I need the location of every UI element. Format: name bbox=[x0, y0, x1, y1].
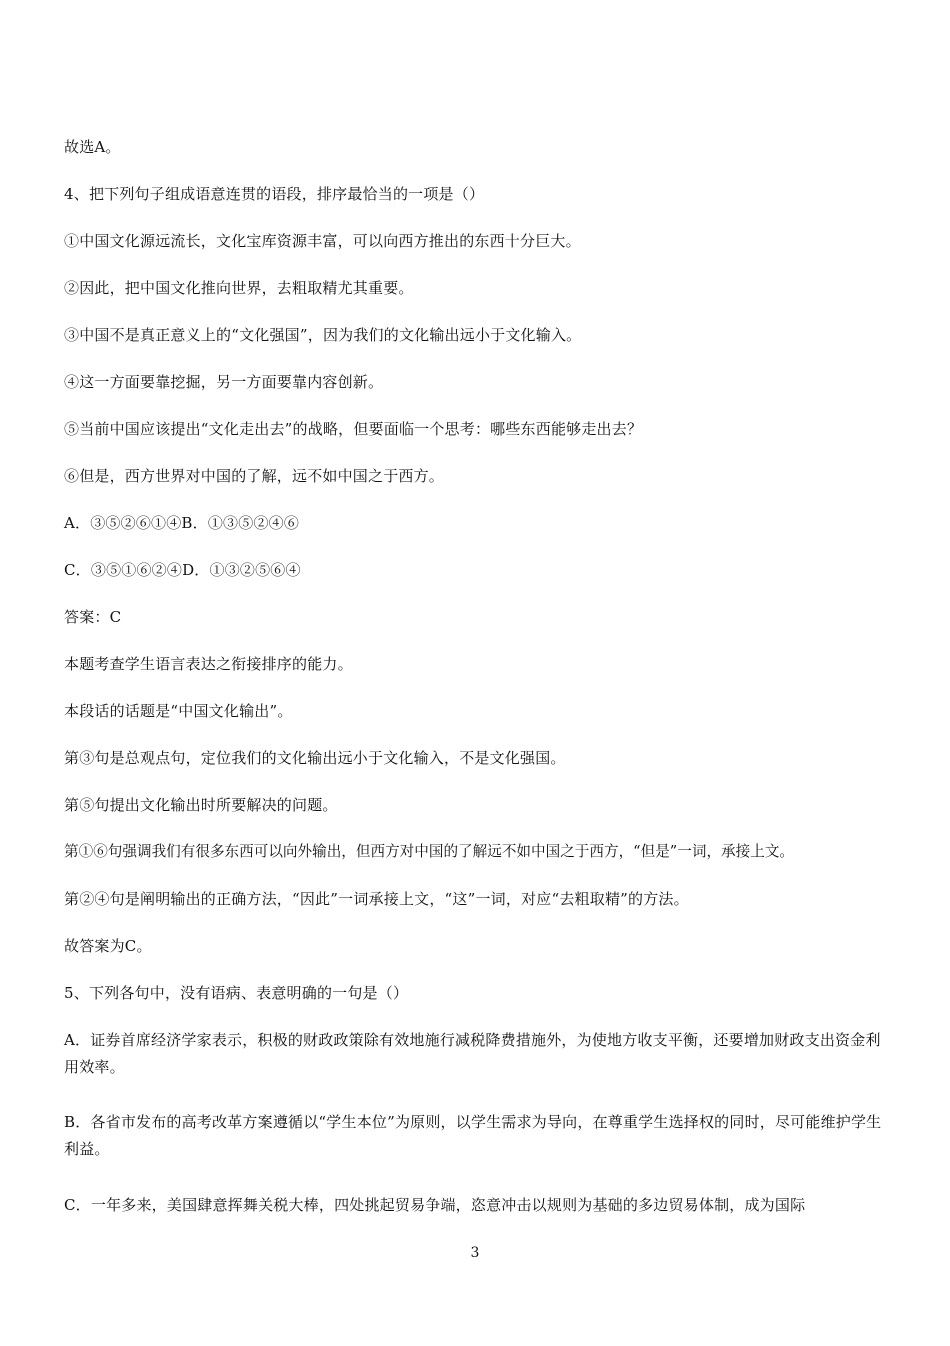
question-5-option-a: A．证券首席经济学家表示，积极的财政政策除有效地施行减税降费措施外，为使地方收支平衡，还要增加财政支出资金利用效率。 bbox=[64, 1031, 881, 1076]
final-answer-line: 故答案为C。 bbox=[64, 937, 152, 955]
explanation-line-6: 第②④句是阐明输出的正确方法，“因此”一词承接上文，“这”一词，对应“去粗取精”的方法。 bbox=[64, 890, 689, 908]
explanation-line-5: 第①⑥句强调我们有很多东西可以向外输出，但西方对中国的了解远不如中国之于西方，“但是”一词，承接上文。 bbox=[64, 843, 795, 860]
question-5-option-c: C．一年多来，美国肆意挥舞关税大棒，四处挑起贸易争端，恣意冲击以规则为基础的多边贸易体制，成为国际 bbox=[64, 1196, 806, 1214]
sentence-1: ①中国文化源远流长，文化宝库资源丰富，可以向西方推出的东西十分巨大。 bbox=[64, 232, 581, 250]
options-a-b: A．③⑤②⑥①④B．①③⑤②④⑥ bbox=[64, 514, 300, 532]
question-4-stem: 4、把下列句子组成语意连贯的语段，排序最恰当的一项是（） bbox=[64, 185, 485, 203]
options-c-d: C．③⑤①⑥②④D．①③②⑤⑥④ bbox=[64, 561, 301, 579]
sentence-5: ⑤当前中国应该提出“文化走出去”的战略，但要面临一个思考：哪些东西能够走出去？ bbox=[64, 420, 643, 438]
question-5-option-b: B．各省市发布的高考改革方案遵循以“学生本位”为原则，以学生需求为导向，在尊重学生选择权的同时，尽可能维护学生利益。 bbox=[64, 1113, 882, 1158]
explanation-line-1: 本题考查学生语言表达之衔接排序的能力。 bbox=[64, 655, 353, 673]
page-number: 3 bbox=[470, 1245, 480, 1261]
explanation-line-2: 本段话的话题是“中国文化输出”。 bbox=[64, 702, 293, 720]
sentence-4: ④这一方面要靠挖掘，另一方面要靠内容创新。 bbox=[64, 373, 384, 391]
sentence-3: ③中国不是真正意义上的“文化强国”，因为我们的文化输出远小于文化输入。 bbox=[64, 326, 582, 344]
question-5-stem: 5、下列各句中，没有语病、表意明确的一句是（） bbox=[64, 984, 409, 1002]
text-line-1: 故选A。 bbox=[64, 138, 121, 156]
sentence-2: ②因此，把中国文化推向世界，去粗取精尤其重要。 bbox=[64, 279, 414, 297]
answer-line: 答案：C bbox=[64, 608, 122, 626]
explanation-line-3: 第③句是总观点句，定位我们的文化输出远小于文化输入，不是文化强国。 bbox=[64, 749, 566, 767]
explanation-line-4: 第⑤句提出文化输出时所要解决的问题。 bbox=[64, 796, 338, 814]
sentence-6: ⑥但是，西方世界对中国的了解，远不如中国之于西方。 bbox=[64, 467, 445, 485]
